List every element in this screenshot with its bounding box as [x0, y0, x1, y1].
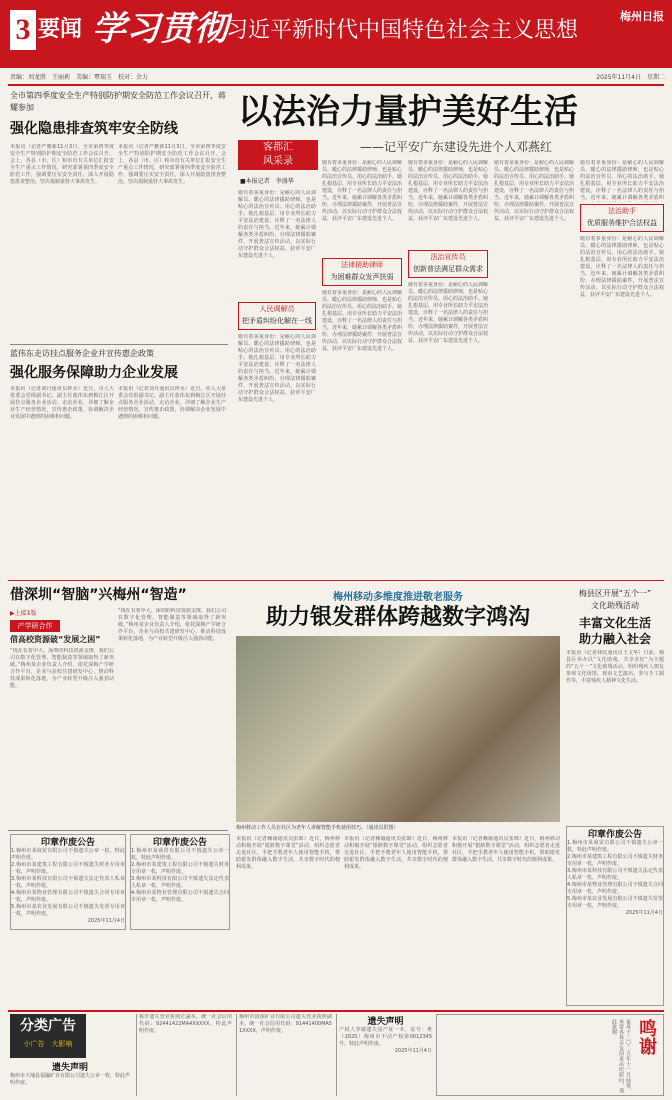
left-mid-kicker: 蓝伟东走访挂点服务企业并宣传惠企政策 [10, 349, 154, 358]
classified-col1 [10, 1060, 130, 1096]
classified-rule [8, 1010, 664, 1012]
notice-mid [130, 834, 230, 930]
notice-rule [8, 830, 228, 831]
notice-left-line: 3.梅州市某科技有限公司不慎遗失法定代表人私章一枚，声明作废。 [11, 876, 125, 889]
notice-mid-line: 2.梅州市某建筑工程有限公司不慎遗失财务专用章一枚，声明作废。 [131, 862, 229, 875]
notice-right-line: 5.梅州市某农业发展有限公司不慎遗失发票专用章一枚，声明作废。 [567, 896, 663, 909]
header-rule [8, 84, 664, 86]
subhead-3-bottom: 创新普法满足群众需求 [413, 265, 483, 273]
shenzhen-body-col1: “现在有着中大、深圳的科技资源支撑，我们公司在数字化管理、智能制造等领域取得了新突破。”梅州某企业负责人介绍，依托深梅产学研合作平台，企业与高校共建研发中心，推动科技成果转化落地，为产业转型升级注入强劲动能。 [10, 648, 114, 689]
subhead-2-top: 法律援助律师 [341, 261, 383, 269]
main-body-col2: 她有着多重身份：是耐心的人民调解员、暖心的法律援助律师，也是贴心的法治宣传员、用心的法治助手。她扎根基层，用专业所长助力平安法治建设，诠释了一名法律人的责任与担当。近年来，她累计调解各类矛盾纠纷，办理法律援助案件，开展普法宣传活动，以实际行动守护群众合法权益，获评平安广东建设先进个人。 [322, 160, 402, 222]
culture-body: 本报讯（记者林纹通讯员王文华）日前，梅县区举办以“文化助残，共享美好”为主题的“五个一”文化助残活动，组织残疾人朋友参观文化场馆、观看文艺演出、参与手工制作等，丰富残疾人精神文化生活。 [566, 650, 664, 684]
notice-left-footer: 2025年11月4日 [87, 918, 125, 924]
column-logo-top: 客都汇 [263, 142, 293, 153]
classified-col1-body: 梅州市大埔县福瀛矿业有限公司遗失公章一枚，特此声明作废。 [10, 1073, 130, 1086]
column-logo [238, 140, 318, 170]
subhead-1 [238, 302, 316, 330]
culture-title4: 助力融入社会 [578, 632, 651, 646]
culture-title1: 梅县区开展“五个一” [578, 589, 652, 598]
calligraphy-title: 学习贯彻 [92, 9, 228, 49]
main-body-col3b: 她有着多重身份：是耐心的人民调解员、暖心的法律援助律师，也是贴心的法治宣传员、用心的法治助手。她扎根基层，用专业所长助力平安法治建设，诠释了一名法律人的责任与担当。近年来，她累计调解各类矛盾纠纷，办理法律援助案件，开展普法宣传活动，以实际行动守护群众合法权益，获评平安广东建设先进个人。 [408, 282, 488, 344]
classified-col1-title: 遗失声明 [51, 1063, 88, 1073]
notice-mid-title: 印章作废公告 [152, 838, 207, 848]
left-mid-title: 强化服务保障助力企业发展 [10, 365, 178, 381]
shenzhen-title: 借深圳“智脑”兴梅州“智造” [10, 587, 187, 603]
notice-left-title: 印章作废公告 [40, 838, 95, 848]
classified-brand [10, 1014, 86, 1058]
shenzhen-body-col2: “现在有着中大、深圳的科技资源支撑，我们公司在数字化管理、智能制造等领域取得了新突破。”梅州某企业负责人介绍，依托深梅产学研合作平台，企业与高校共建研发中心，推动科技成果转化落地，为产业转型升级注入强劲动能。 [118, 608, 226, 642]
subhead-2 [322, 258, 402, 286]
classified-col3: 梅州市国源矿业有限公司遗失营业执照副本，统一社会信用代码：91441400MA51XXXX，声明作废。 [236, 1014, 332, 1096]
classified-brand-sub: 小广告 大影响 [23, 1040, 73, 1048]
obituary-text: 家母于二〇二五年十一月仙逝，承蒙各界亲友前来吊唁慰问，谨此致谢。 [611, 1019, 631, 1093]
paper-name: 梅州日报 [620, 10, 664, 23]
notice-right-footer: 2025年11月4日 [625, 910, 663, 916]
subhead-2-bottom: 为困难群众发声扶弱 [330, 273, 394, 281]
subhead-4-bottom: 优质服务维护合法权益 [587, 219, 657, 227]
section-label: 要闻 [38, 17, 83, 42]
left-top-title: 强化隐患排查筑牢安全防线 [10, 121, 178, 137]
notice-left-line: 2.梅州市某建筑工程有限公司不慎遗失财务专用章一枚，声明作废。 [11, 862, 125, 875]
left-top-kicker: 全市第四季度安全生产特别防护期安全防范工作会议召开，蒋耀参加 [10, 91, 226, 112]
notice-mid-line: 1.梅州市某商贸有限公司不慎遗失公章一枚，特此声明作废。 [131, 848, 229, 861]
classified-col4 [336, 1014, 432, 1096]
main-body-col1b: 她有着多重身份：是耐心的人民调解员、暖心的法律援助律师，也是贴心的法治宣传员、用心的法治助手。她扎根基层，用专业所长助力平安法治建设，诠释了一名法律人的责任与担当。近年来，她累计调解各类矛盾纠纷，办理法律援助案件，开展普法宣传活动，以实际行动守护群众合法权益，获评平安广东建设先进个人。 [238, 334, 316, 403]
classified-col4-date: 2025年11月4日 [394, 1048, 432, 1054]
main-body-col4: 她有着多重身份：是耐心的人民调解员、暖心的法律援助律师，也是贴心的法治宣传员、用心的法治助手。她扎根基层，用专业所长助力平安法治建设，诠释了一名法律人的责任与担当。近年来，她累计调解各类矛盾纠纷，办理法律援助案件，开展普法宣传活动，以实际行动守护群众合法权益，获评平安广东建设先进个人。 [494, 160, 574, 222]
mobile-title: 助力银发群体跨越数字鸿沟 [265, 605, 530, 630]
subhead-3 [408, 250, 488, 278]
notice-right-line: 3.梅州市某科技有限公司不慎遗失法定代表人私章一枚，声明作废。 [567, 868, 663, 881]
mobile-photo [236, 636, 560, 822]
notice-right-line: 1.梅州市某商贸有限公司不慎遗失公章一枚，特此声明作废。 [567, 840, 663, 853]
notice-left-line: 1.梅州市某商贸有限公司不慎遗失公章一枚，特此声明作废。 [11, 848, 125, 861]
notice-mid-line: 3.梅州市某科技有限公司不慎遗失法定代表人私章一枚，声明作废。 [131, 876, 229, 889]
obituary-box [436, 1014, 664, 1096]
shenzhen-subtitle: 借高校资源破“发展之困” [10, 635, 101, 644]
notice-mid-line: 4.梅州市某物业管理有限公司不慎遗失合同专用章一枚，声明作废。 [131, 890, 229, 903]
shenzhen-tag: ▶上接1版 [10, 610, 37, 617]
main-body-col5b: 她有着多重身份：是耐心的人民调解员、暖心的法律援助律师，也是贴心的法治宣传员、用心的法治助手。她扎根基层，用专业所长助力平安法治建设，诠释了一名法律人的责任与担当。近年来，她累计调解各类矛盾纠纷，办理法律援助案件，开展普法宣传活动，以实际行动守护群众合法权益，获评平安广东建设先进个人。 [580, 236, 664, 298]
notice-left-line: 5.梅州市某农业发展有限公司不慎遗失发票专用章一枚，声明作废。 [11, 904, 125, 917]
date-line: 2025年11月4日 星期二 [596, 74, 665, 81]
notice-left [10, 834, 126, 930]
mobile-caption: 梅州移动工作人员在社区为老年人讲解智能手机使用技巧。（通讯员供图） [236, 825, 399, 831]
obituary-title: 鸣谢 [636, 1019, 657, 1055]
column-logo-bottom: 风采录 [263, 156, 293, 167]
mobile-body-col3: 本报讯（记者赖瑜通讯员张锦）近日，梅州移动积极开展“银龄数字课堂”活动，组织志愿者走进社区，手把手教老年人使用智能手机，帮助银发群体融入数字生活，共享数字时代的便利成果。 [452, 836, 560, 863]
mobile-body-col2: 本报讯（记者赖瑜通讯员张锦）近日，梅州移动积极开展“银龄数字课堂”活动，组织志愿者走进社区，手把手教老年人使用智能手机，帮助银发群体融入数字生活，共享数字时代的便利成果。 [344, 836, 448, 870]
divider [10, 344, 228, 345]
banner-text: 习近平新时代中国特色社会主义思想 [226, 18, 579, 43]
editors-line: 责编：刘龙胜 王丽莉 美编：覃瑞玉 校对：余力 [10, 74, 149, 81]
left-mid-body: 本报讯（记者刘丹通讯员钟水）近日，市人大常委会党组副书记、副主任蓝伟东到梅江区开展挂点服务企业活动，走访企业，详细了解企业生产经营情况，宣传惠企政策，协调解决企业发展中遇到的困难和问题。 [10, 386, 114, 420]
main-byline: ■本报记者 李盛华 [240, 178, 294, 185]
mid-rule [8, 580, 664, 581]
notice-right-title: 印章作废公告 [587, 830, 642, 840]
shenzhen-subtag: 产学研合作 [10, 620, 60, 632]
subhead-3-top: 法治宣传员 [430, 253, 466, 261]
left-top-body-col2: 本报讯（记者严雅新11月3日，全市第四季度安全生产特别防护期安全防范工作会议召开。会上，各县（市、区）和市直有关单位汇报安全生产重点工作情况，研究部署第四季度安全防范工作，强调要压实安全责任，深入开展隐患排查整治，坚决遏制重特大事故发生。 [118, 144, 226, 185]
notice-right-line: 2.梅州市某建筑工程有限公司不慎遗失财务专用章一枚，声明作废。 [567, 854, 663, 867]
left-mid-body-col2: 本报讯（记者刘丹通讯员钟水）近日，市人大常委会党组副书记、副主任蓝伟东到梅江区开展挂点服务企业活动，走访企业，详细了解企业生产经营情况，宣传惠企政策，协调解决企业发展中遇到的困难和问题。 [118, 386, 226, 420]
classified-col4-body: 产权人李敏遗失房产证一本，证号：粤（2020）梅州市不动产权第0012345号，特此声明作废。 [339, 1027, 432, 1047]
subhead-4 [580, 204, 664, 232]
mobile-body-col1: 本报讯（记者赖瑜通讯员张锦）近日，梅州移动积极开展“银龄数字课堂”活动，组织志愿者走进社区，手把手教老年人使用智能手机，帮助银发群体融入数字生活，共享数字时代的便利成果。 [236, 836, 340, 870]
main-body-col1: 她有着多重身份：是耐心的人民调解员、暖心的法律援助律师，也是贴心的法治宣传员、用心的法治助手。她扎根基层，用专业所长助力平安法治建设，诠释了一名法律人的责任与担当。近年来，她累计调解各类矛盾纠纷，办理法律援助案件，开展普法宣传活动，以实际行动守护群众合法权益，获评平安广东建设先进个人。 [238, 190, 316, 259]
main-body-col3: 她有着多重身份：是耐心的人民调解员、暖心的法律援助律师，也是贴心的法治宣传员、用心的法治助手。她扎根基层，用专业所长助力平安法治建设，诠释了一名法律人的责任与担当。近年来，她累计调解各类矛盾纠纷，办理法律援助案件，开展普法宣传活动，以实际行动守护群众合法权益，获评平安广东建设先进个人。 [408, 160, 488, 222]
culture-title2: 文化助残活动 [591, 601, 639, 610]
page-number-box: 3 [10, 10, 36, 50]
subhead-1-bottom: 把矛盾纠纷化解在一线 [242, 317, 312, 325]
notice-left-line: 4.梅州市某物业管理有限公司不慎遗失合同专用章一枚，声明作废。 [11, 890, 125, 903]
mobile-kicker: 梅州移动多维度推进敬老服务 [333, 592, 463, 602]
main-body-col5: 她有着多重身份：是耐心的人民调解员、暖心的法律援助律师，也是贴心的法治宣传员、用心的法治助手。她扎根基层，用专业所长助力平安法治建设，诠释了一名法律人的责任与担当。近年来，她累计调解各类矛盾纠 [580, 160, 664, 201]
subhead-4-top: 法治助手 [608, 207, 636, 215]
notice-right [566, 826, 664, 1006]
classified-col2: 蔡罗遗失营业执照正副本，统一社会信用代码：92441422MA4XXXXX，特此声明作废。 [136, 1014, 232, 1096]
main-title: 以法治力量护美好生活 [238, 92, 578, 132]
classified-col4-title: 遗失声明 [367, 1017, 404, 1027]
left-top-body: 本报讯（记者严雅新11月3日，全市第四季度安全生产特别防护期安全防范工作会议召开。会上，各县（市、区）和市直有关单位汇报安全生产重点工作情况，研究部署第四季度安全防范工作，强调要压实安全责任，深入开展隐患排查整治，坚决遏制重特大事故发生。 [10, 144, 114, 185]
culture-title3: 丰富文化生活 [578, 616, 651, 630]
classified-brand-title: 分类广告 [20, 1018, 76, 1034]
notice-right-line: 4.梅州市某物业管理有限公司不慎遗失合同专用章一枚，声明作废。 [567, 882, 663, 895]
main-body-col2b: 她有着多重身份：是耐心的人民调解员、暖心的法律援助律师，也是贴心的法治宣传员、用心的法治助手。她扎根基层，用专业所长助力平安法治建设，诠释了一名法律人的责任与担当。近年来，她累计调解各类矛盾纠纷，办理法律援助案件，开展普法宣传活动，以实际行动守护群众合法权益，获评平安广东建设先进个人。 [322, 290, 402, 352]
main-subtitle: ——记平安广东建设先进个人邓燕红 [360, 140, 553, 154]
subhead-1-top: 人民调解员 [259, 305, 295, 313]
